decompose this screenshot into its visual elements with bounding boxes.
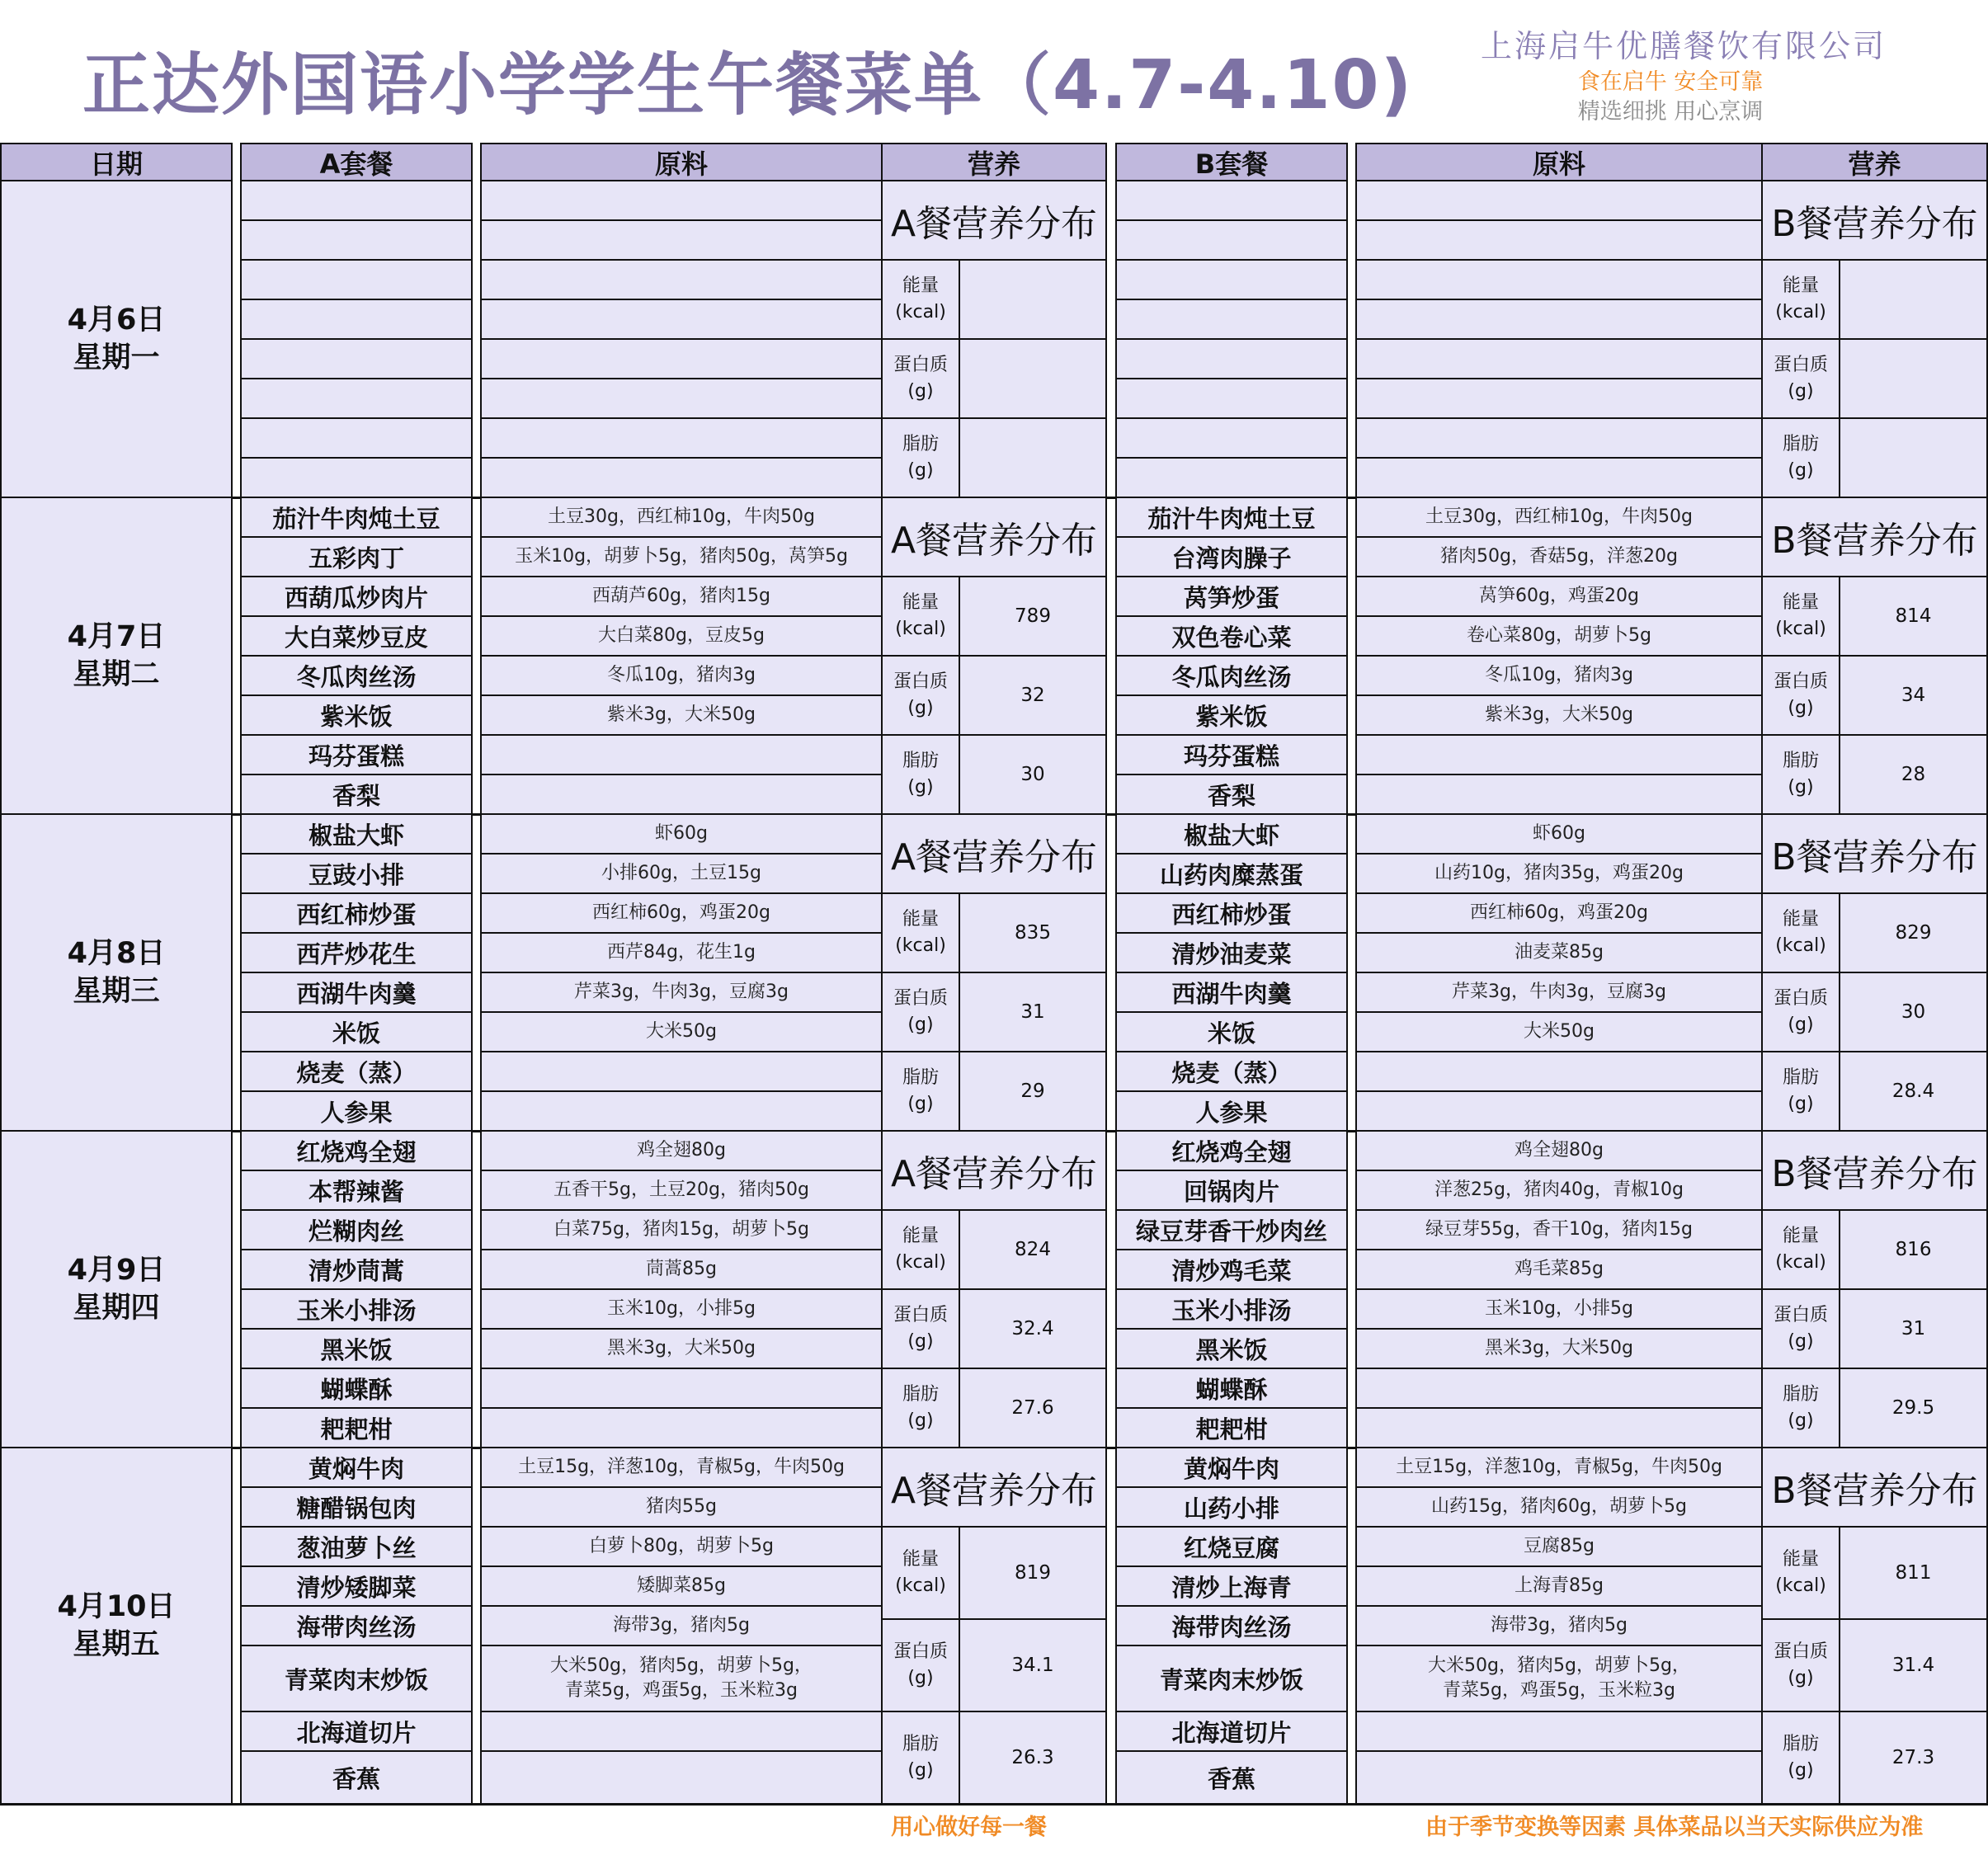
b-ingredient-cell (1355, 1052, 1763, 1092)
a-ingredient-cell (480, 340, 883, 379)
a-nutrition-value-energy: 824 (959, 1211, 1107, 1290)
b-ingredient-cell: 鸡毛菜85g (1355, 1250, 1763, 1290)
b-nutrition-value-energy: 829 (1839, 894, 1988, 973)
b-dish-cell: 莴笋炒蛋 (1115, 577, 1348, 617)
b-dish-cell: 山药肉糜蒸蛋 (1115, 855, 1348, 894)
b-ingredient-cell: 绿豆芽55g，香干10g，猪肉15g (1355, 1211, 1763, 1250)
b-nutrition-value-fat: 28.4 (1839, 1052, 1988, 1132)
a-dish-cell: 烧麦（蒸） (240, 1052, 473, 1092)
a-dish-cell (240, 261, 473, 300)
a-dish-cell (240, 379, 473, 419)
a-dish-cell: 黑米饭 (240, 1330, 473, 1369)
b-nutrition-label-fat: 脂肪 (g) (1761, 736, 1840, 815)
b-ingredient-cell (1355, 340, 1763, 379)
b-dish-cell: 椒盐大虾 (1115, 815, 1348, 855)
a-dish-cell: 人参果 (240, 1092, 473, 1132)
b-nutrition-label-protein: 蛋白质 (g) (1761, 340, 1840, 419)
b-dish-cell: 红烧豆腐 (1115, 1528, 1348, 1567)
a-ingredient-cell: 矮脚菜85g (480, 1567, 883, 1607)
b-dish-cell: 茄汁牛肉炖土豆 (1115, 498, 1348, 538)
b-nutrition-value-energy: 811 (1839, 1528, 1988, 1620)
a-nutrition-label-energy: 能量 (kcal) (881, 261, 960, 340)
b-ingredient-cell (1355, 419, 1763, 459)
b-ingredient-cell (1355, 181, 1763, 221)
b-dish-cell: 青菜肉末炒饭 (1115, 1646, 1348, 1712)
a-nutrition-value-fat: 29 (959, 1052, 1107, 1132)
a-ingredient-cell: 西红柿60g，鸡蛋20g (480, 894, 883, 934)
a-nutrition-value-fat (959, 419, 1107, 498)
a-ingredient-cell (480, 1409, 883, 1448)
a-dish-cell: 紫米饭 (240, 696, 473, 736)
a-nutrition-label-fat: 脂肪 (g) (881, 1052, 960, 1132)
b-dish-cell (1115, 340, 1348, 379)
b-dish-cell: 蝴蝶酥 (1115, 1369, 1348, 1409)
a-ingredient-cell (480, 419, 883, 459)
a-nutrition-value-energy: 819 (959, 1528, 1107, 1620)
a-ingredient-cell (480, 379, 883, 419)
b-ingredient-cell: 豆腐85g (1355, 1528, 1763, 1567)
b-ingredient-cell: 莴笋60g，鸡蛋20g (1355, 577, 1763, 617)
a-dish-cell: 糖醋锅包肉 (240, 1488, 473, 1528)
a-dish-cell: 豆豉小排 (240, 855, 473, 894)
b-nutrition-label-energy: 能量 (kcal) (1761, 577, 1840, 657)
b-ingredient-cell: 山药10g，猪肉35g，鸡蛋20g (1355, 855, 1763, 894)
a-nutrition-title: A餐营养分布 (881, 1132, 1107, 1211)
a-dish-cell: 西红柿炒蛋 (240, 894, 473, 934)
a-ingredient-cell: 大白菜80g，豆皮5g (480, 617, 883, 657)
a-ingredient-cell: 芹菜3g，牛肉3g，豆腐3g (480, 973, 883, 1013)
b-dish-cell: 黑米饭 (1115, 1330, 1348, 1369)
a-dish-cell: 大白菜炒豆皮 (240, 617, 473, 657)
b-dish-cell (1115, 221, 1348, 261)
a-nutrition-title: A餐营养分布 (881, 815, 1107, 894)
b-dish-cell: 冬瓜肉丝汤 (1115, 657, 1348, 696)
a-nutrition-label-protein: 蛋白质 (g) (881, 1290, 960, 1369)
a-ingredient-cell (480, 300, 883, 340)
a-nutrition-label-energy: 能量 (kcal) (881, 577, 960, 657)
day-date-cell: 4月6日 星期一 (0, 181, 233, 498)
b-ingredient-cell: 虾60g (1355, 815, 1763, 855)
b-dish-cell: 清炒上海青 (1115, 1567, 1348, 1607)
b-nutrition-value-protein: 30 (1839, 973, 1988, 1052)
a-ingredient-cell: 大米50g，猪肉5g，胡萝卜5g， 青菜5g，鸡蛋5g，玉米粒3g (480, 1646, 883, 1712)
a-nutrition-label-protein: 蛋白质 (g) (881, 657, 960, 736)
b-dish-cell: 玛芬蛋糕 (1115, 736, 1348, 775)
a-nutrition-value-protein (959, 340, 1107, 419)
b-dish-cell: 海带肉丝汤 (1115, 1607, 1348, 1646)
a-dish-cell (240, 419, 473, 459)
b-ingredient-cell: 洋葱25g，猪肉40g，青椒10g (1355, 1171, 1763, 1211)
a-dish-cell (240, 300, 473, 340)
a-ingredient-cell: 黑米3g，大米50g (480, 1330, 883, 1369)
a-nutrition-label-protein: 蛋白质 (g) (881, 1620, 960, 1712)
page-title: 正达外国语小学学生午餐菜单（4.7-4.10) (82, 46, 1414, 125)
b-nutrition-value-fat: 29.5 (1839, 1369, 1988, 1448)
b-ingredient-cell: 油麦菜85g (1355, 934, 1763, 973)
b-ingredient-cell: 玉米10g，小排5g (1355, 1290, 1763, 1330)
a-ingredient-cell: 虾60g (480, 815, 883, 855)
b-nutrition-label-fat: 脂肪 (g) (1761, 1052, 1840, 1132)
a-nutrition-label-fat: 脂肪 (g) (881, 419, 960, 498)
b-nutrition-title: B餐营养分布 (1761, 815, 1988, 894)
b-dish-cell: 红烧鸡全翅 (1115, 1132, 1348, 1171)
a-ingredient-cell (480, 1092, 883, 1132)
footer-note-left: 用心做好每一餐 (891, 1815, 1047, 1840)
b-ingredient-cell (1355, 1752, 1763, 1805)
b-dish-cell: 双色卷心菜 (1115, 617, 1348, 657)
a-ingredient-cell: 玉米10g，胡萝卜5g，猪肉50g，莴笋5g (480, 538, 883, 577)
b-dish-cell: 西湖牛肉羹 (1115, 973, 1348, 1013)
b-nutrition-title: B餐营养分布 (1761, 1448, 1988, 1528)
b-ingredient-cell (1355, 775, 1763, 815)
b-nutrition-value-fat: 27.3 (1839, 1712, 1988, 1805)
b-nutrition-value-fat (1839, 419, 1988, 498)
company-slogan-2: 精选细挑 用心烹调 (1577, 99, 1764, 125)
b-nutrition-label-energy: 能量 (kcal) (1761, 1211, 1840, 1290)
b-ingredient-cell (1355, 1712, 1763, 1752)
b-nutrition-value-protein: 31 (1839, 1290, 1988, 1369)
b-nutrition-header: 营养 (1761, 143, 1988, 181)
a-ingredients-header: 原料 (480, 143, 883, 181)
a-dish-cell: 西湖牛肉羹 (240, 973, 473, 1013)
b-ingredient-cell: 卷心菜80g，胡萝卜5g (1355, 617, 1763, 657)
b-nutrition-label-protein: 蛋白质 (g) (1761, 1620, 1840, 1712)
a-dish-cell: 红烧鸡全翅 (240, 1132, 473, 1171)
b-dish-cell: 紫米饭 (1115, 696, 1348, 736)
b-ingredient-cell: 大米50g，猪肉5g，胡萝卜5g， 青菜5g，鸡蛋5g，玉米粒3g (1355, 1646, 1763, 1712)
b-ingredient-cell: 猪肉50g，香菇5g，洋葱20g (1355, 538, 1763, 577)
b-ingredient-cell: 海带3g，猪肉5g (1355, 1607, 1763, 1646)
b-nutrition-label-protein: 蛋白质 (g) (1761, 1290, 1840, 1369)
b-dish-cell (1115, 181, 1348, 221)
a-ingredient-cell (480, 261, 883, 300)
a-dish-cell: 西葫瓜炒肉片 (240, 577, 473, 617)
a-ingredient-cell: 小排60g，土豆15g (480, 855, 883, 894)
b-ingredient-cell (1355, 221, 1763, 261)
a-dish-cell: 西芹炒花生 (240, 934, 473, 973)
company-name: 上海启牛优膳餐饮有限公司 (1481, 28, 1887, 64)
b-dish-cell: 耙耙柑 (1115, 1409, 1348, 1448)
a-dish-cell: 北海道切片 (240, 1712, 473, 1752)
b-ingredient-cell (1355, 379, 1763, 419)
a-ingredient-cell: 鸡全翅80g (480, 1132, 883, 1171)
a-dish-cell: 黄焖牛肉 (240, 1448, 473, 1488)
a-nutrition-label-energy: 能量 (kcal) (881, 1211, 960, 1290)
a-ingredient-cell (480, 221, 883, 261)
b-nutrition-label-fat: 脂肪 (g) (1761, 419, 1840, 498)
b-nutrition-value-protein: 34 (1839, 657, 1988, 736)
b-dish-cell: 台湾肉臊子 (1115, 538, 1348, 577)
b-nutrition-value-energy: 816 (1839, 1211, 1988, 1290)
date-header: 日期 (0, 143, 233, 181)
a-nutrition-value-protein: 32.4 (959, 1290, 1107, 1369)
b-nutrition-label-energy: 能量 (kcal) (1761, 894, 1840, 973)
a-ingredient-cell: 白菜75g，猪肉15g，胡萝卜5g (480, 1211, 883, 1250)
a-dish-cell (240, 181, 473, 221)
b-nutrition-label-protein: 蛋白质 (g) (1761, 973, 1840, 1052)
b-dish-cell: 回锅肉片 (1115, 1171, 1348, 1211)
b-ingredient-cell: 紫米3g，大米50g (1355, 696, 1763, 736)
b-dish-cell: 烧麦（蒸） (1115, 1052, 1348, 1092)
b-dish-cell: 绿豆芽香干炒肉丝 (1115, 1211, 1348, 1250)
b-ingredient-cell: 山药15g，猪肉60g，胡萝卜5g (1355, 1488, 1763, 1528)
a-ingredient-cell: 紫米3g，大米50g (480, 696, 883, 736)
b-ingredient-cell: 大米50g (1355, 1013, 1763, 1052)
a-ingredient-cell: 冬瓜10g，猪肉3g (480, 657, 883, 696)
a-nutrition-value-energy (959, 261, 1107, 340)
a-ingredient-cell (480, 775, 883, 815)
b-nutrition-value-energy (1839, 261, 1988, 340)
a-dish-cell: 香蕉 (240, 1752, 473, 1805)
b-ingredient-cell (1355, 300, 1763, 340)
day-date-cell: 4月9日 星期四 (0, 1132, 233, 1448)
b-set-header: B套餐 (1115, 143, 1348, 181)
b-dish-cell: 山药小排 (1115, 1488, 1348, 1528)
a-ingredient-cell: 玉米10g，小排5g (480, 1290, 883, 1330)
b-nutrition-value-fat: 28 (1839, 736, 1988, 815)
a-dish-cell: 椒盐大虾 (240, 815, 473, 855)
footer-note-right: 由于季节变换等因素 具体菜品以当天实际供应为准 (1425, 1815, 1924, 1840)
company-slogan-1: 食在启牛 安全可靠 (1577, 69, 1764, 95)
a-ingredient-cell: 白萝卜80g，胡萝卜5g (480, 1528, 883, 1567)
b-ingredient-cell (1355, 459, 1763, 498)
b-dish-cell: 香梨 (1115, 775, 1348, 815)
a-dish-cell: 茄汁牛肉炖土豆 (240, 498, 473, 538)
a-ingredient-cell: 海带3g，猪肉5g (480, 1607, 883, 1646)
b-dish-cell: 清炒油麦菜 (1115, 934, 1348, 973)
a-nutrition-label-protein: 蛋白质 (g) (881, 973, 960, 1052)
a-nutrition-label-fat: 脂肪 (g) (881, 1369, 960, 1448)
a-nutrition-value-energy: 835 (959, 894, 1107, 973)
a-nutrition-value-energy: 789 (959, 577, 1107, 657)
a-ingredient-cell: 猪肉55g (480, 1488, 883, 1528)
a-dish-cell: 蝴蝶酥 (240, 1369, 473, 1409)
a-ingredient-cell: 土豆30g，西红柿10g，牛肉50g (480, 498, 883, 538)
b-ingredients-header: 原料 (1355, 143, 1763, 181)
b-dish-cell: 人参果 (1115, 1092, 1348, 1132)
b-nutrition-label-fat: 脂肪 (g) (1761, 1712, 1840, 1805)
b-dish-cell (1115, 379, 1348, 419)
a-nutrition-title: A餐营养分布 (881, 1448, 1107, 1528)
b-dish-cell: 北海道切片 (1115, 1712, 1348, 1752)
a-dish-cell: 耙耙柑 (240, 1409, 473, 1448)
a-dish-cell (240, 459, 473, 498)
a-dish-cell: 海带肉丝汤 (240, 1607, 473, 1646)
b-nutrition-label-protein: 蛋白质 (g) (1761, 657, 1840, 736)
a-ingredient-cell (480, 736, 883, 775)
day-date-cell: 4月7日 星期二 (0, 498, 233, 815)
a-ingredient-cell: 五香干5g，土豆20g，猪肉50g (480, 1171, 883, 1211)
b-nutrition-value-energy: 814 (1839, 577, 1988, 657)
a-ingredient-cell: 茼蒿85g (480, 1250, 883, 1290)
b-nutrition-label-energy: 能量 (kcal) (1761, 1528, 1840, 1620)
b-ingredient-cell (1355, 1369, 1763, 1409)
day-date-cell: 4月10日 星期五 (0, 1448, 233, 1805)
b-dish-cell: 米饭 (1115, 1013, 1348, 1052)
a-dish-cell: 米饭 (240, 1013, 473, 1052)
b-nutrition-value-protein (1839, 340, 1988, 419)
b-ingredient-cell (1355, 261, 1763, 300)
a-nutrition-title: A餐营养分布 (881, 181, 1107, 261)
day-separator (0, 1803, 1988, 1806)
a-nutrition-value-fat: 26.3 (959, 1712, 1107, 1805)
b-dish-cell: 清炒鸡毛菜 (1115, 1250, 1348, 1290)
a-dish-cell: 青菜肉末炒饭 (240, 1646, 473, 1712)
company-block (1481, 25, 1887, 127)
a-ingredient-cell (480, 1369, 883, 1409)
b-ingredient-cell: 土豆30g，西红柿10g，牛肉50g (1355, 498, 1763, 538)
b-ingredient-cell: 冬瓜10g，猪肉3g (1355, 657, 1763, 696)
b-dish-cell: 香蕉 (1115, 1752, 1348, 1805)
a-nutrition-label-fat: 脂肪 (g) (881, 736, 960, 815)
b-ingredient-cell (1355, 736, 1763, 775)
b-dish-cell (1115, 419, 1348, 459)
a-dish-cell: 清炒茼蒿 (240, 1250, 473, 1290)
day-date-cell: 4月8日 星期三 (0, 815, 233, 1132)
b-nutrition-value-protein: 31.4 (1839, 1620, 1988, 1712)
a-dish-cell: 清炒矮脚菜 (240, 1567, 473, 1607)
b-nutrition-title: B餐营养分布 (1761, 1132, 1988, 1211)
b-ingredient-cell: 芹菜3g，牛肉3g，豆腐3g (1355, 973, 1763, 1013)
a-dish-cell: 冬瓜肉丝汤 (240, 657, 473, 696)
b-nutrition-label-energy: 能量 (kcal) (1761, 261, 1840, 340)
a-ingredient-cell: 大米50g (480, 1013, 883, 1052)
a-ingredient-cell: 西芹84g，花生1g (480, 934, 883, 973)
b-nutrition-title: B餐营养分布 (1761, 181, 1988, 261)
a-ingredient-cell (480, 1712, 883, 1752)
b-ingredient-cell: 鸡全翅80g (1355, 1132, 1763, 1171)
a-nutrition-value-fat: 30 (959, 736, 1107, 815)
a-dish-cell: 玉米小排汤 (240, 1290, 473, 1330)
a-ingredient-cell: 土豆15g，洋葱10g，青椒5g，牛肉50g (480, 1448, 883, 1488)
a-dish-cell: 玛芬蛋糕 (240, 736, 473, 775)
a-set-header: A套餐 (240, 143, 473, 181)
a-dish-cell: 烂糊肉丝 (240, 1211, 473, 1250)
b-ingredient-cell: 西红柿60g，鸡蛋20g (1355, 894, 1763, 934)
b-dish-cell (1115, 459, 1348, 498)
b-dish-cell (1115, 300, 1348, 340)
a-nutrition-header: 营养 (881, 143, 1107, 181)
a-nutrition-value-protein: 32 (959, 657, 1107, 736)
b-dish-cell: 西红柿炒蛋 (1115, 894, 1348, 934)
b-nutrition-title: B餐营养分布 (1761, 498, 1988, 577)
a-dish-cell: 香梨 (240, 775, 473, 815)
a-dish-cell: 本帮辣酱 (240, 1171, 473, 1211)
a-ingredient-cell (480, 1052, 883, 1092)
a-ingredient-cell (480, 1752, 883, 1805)
a-ingredient-cell (480, 181, 883, 221)
a-nutrition-label-energy: 能量 (kcal) (881, 894, 960, 973)
a-ingredient-cell: 西葫芦60g，猪肉15g (480, 577, 883, 617)
a-dish-cell: 葱油萝卜丝 (240, 1528, 473, 1567)
b-ingredient-cell: 上海青85g (1355, 1567, 1763, 1607)
a-dish-cell: 五彩肉丁 (240, 538, 473, 577)
a-nutrition-title: A餐营养分布 (881, 498, 1107, 577)
a-dish-cell (240, 221, 473, 261)
a-nutrition-value-protein: 34.1 (959, 1620, 1107, 1712)
b-nutrition-label-fat: 脂肪 (g) (1761, 1369, 1840, 1448)
b-ingredient-cell: 土豆15g，洋葱10g，青椒5g，牛肉50g (1355, 1448, 1763, 1488)
a-ingredient-cell (480, 459, 883, 498)
a-nutrition-label-energy: 能量 (kcal) (881, 1528, 960, 1620)
a-dish-cell (240, 340, 473, 379)
b-ingredient-cell: 黑米3g，大米50g (1355, 1330, 1763, 1369)
a-nutrition-label-fat: 脂肪 (g) (881, 1712, 960, 1805)
a-nutrition-label-protein: 蛋白质 (g) (881, 340, 960, 419)
b-dish-cell: 玉米小排汤 (1115, 1290, 1348, 1330)
b-ingredient-cell (1355, 1092, 1763, 1132)
b-ingredient-cell (1355, 1409, 1763, 1448)
b-dish-cell (1115, 261, 1348, 300)
b-dish-cell: 黄焖牛肉 (1115, 1448, 1348, 1488)
a-nutrition-value-fat: 27.6 (959, 1369, 1107, 1448)
a-nutrition-value-protein: 31 (959, 973, 1107, 1052)
